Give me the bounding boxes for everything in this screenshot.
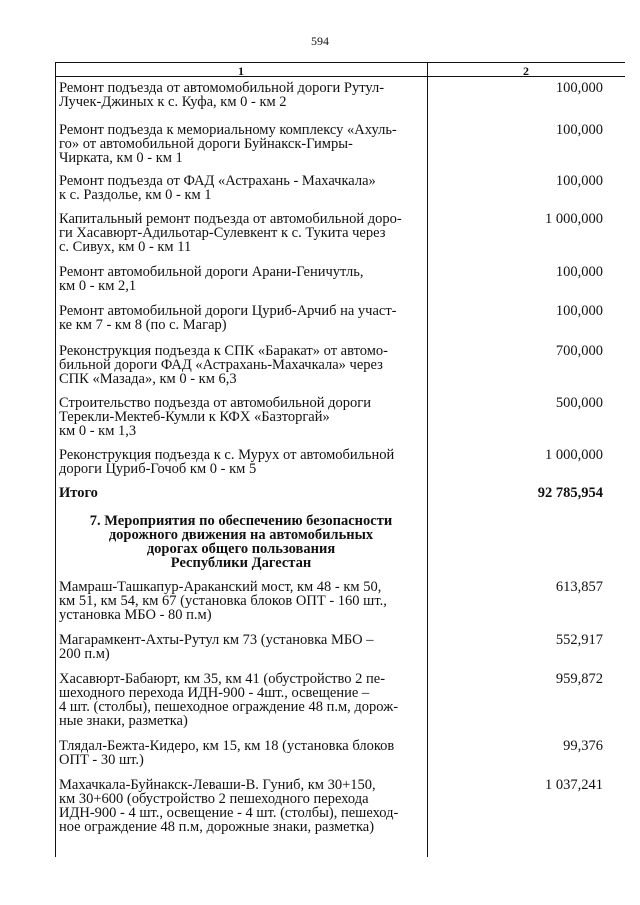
row-amount: 100,000	[555, 173, 603, 189]
row-amount: 613,857	[555, 579, 603, 595]
row-description: Тлядал-Бежта-Кидеро, км 15, км 18 (установка блоков ОПТ - 30 шт.)	[59, 738, 395, 768]
row-description: Ремонт автомобильной дороги Арани-Геничутль, км 0 - км 2,1	[59, 264, 364, 294]
row-amount: 100,000	[555, 80, 603, 96]
row-description: Магарамкент-Ахты-Рутул км 73 (установка МБО – 200 п.м)	[59, 632, 374, 662]
row-amount: 700,000	[555, 343, 603, 359]
row-description: Ремонт подъезда от автомомобильной дороги Рутул- Лучек-Джиных к с. Куфа, км 0 - км 2	[59, 80, 385, 110]
total-amount: 92 785,954	[537, 485, 603, 501]
page-number: 594	[311, 34, 329, 48]
row-amount: 100,000	[555, 303, 603, 319]
row-amount: 1 037,241	[545, 777, 603, 793]
column-divider	[427, 62, 428, 857]
row-description: Ремонт подъезда к мемориальному комплексу «Ахуль- го» от автомобильной дороги Буйнакск-Гимры- Чирката, км 0 - км 1	[59, 122, 397, 166]
row-description: Строительство подъезда от автомобильной дороги Терекли-Мектеб-Кумли к КФХ «Базторгай» км 0 - км 1,3	[59, 395, 371, 439]
row-description: Ремонт подъезда от ФАД «Астрахань - Махачкала» к с. Раздолье, км 0 - км 1	[59, 173, 376, 203]
column-header-1: 1	[238, 64, 244, 78]
row-amount: 552,917	[555, 632, 603, 648]
row-description: Реконструкция подъезда к с. Мурух от автомобильной дороги Цуриб-Гочоб км 0 - км 5	[59, 447, 395, 477]
row-amount: 500,000	[555, 395, 603, 411]
row-description: Хасавюрт-Бабаюрт, км 35, км 41 (обустройство 2 пе- шеходного перехода ИДН-900 - 4шт., освещение – 4 шт. (столбы), пешеходное ограждение 48 п.м, дорож- ные знаки, разметка)	[59, 671, 399, 729]
total-label: Итого	[59, 485, 98, 501]
row-description: Мамраш-Ташкапур-Араканский мост, км 48 - км 50, км 51, км 54, км 67 (установка блоков ОПТ - 160 шт., установка МБО - 80 п.м)	[59, 579, 387, 623]
row-description: Реконструкция подъезда к СПК «Баракат» от автомо- бильной дороги ФАД «Астрахань-Махачкала» через СПК «Мазада», км 0 - км 6,3	[59, 343, 388, 387]
row-description: Ремонт автомобильной дороги Цуриб-Арчиб на участ- ке км 7 - км 8 (по с. Магар)	[59, 303, 397, 333]
table-top-rule	[55, 62, 625, 63]
row-amount: 959,872	[555, 671, 603, 687]
budget-table	[55, 62, 625, 857]
row-description: Капитальный ремонт подъезда от автомобильной доро- ги Хасавюрт-Адильотар-Сулевкент к с. Тукита через с. Сивух, км 0 - км 11	[59, 211, 402, 255]
row-amount: 1 000,000	[545, 447, 603, 463]
row-amount: 99,376	[563, 738, 603, 754]
row-description: Махачкала-Буйнакск-Леваши-В. Гуниб, км 30+150, км 30+600 (обустройство 2 пешеходного перехода ИДН-900 - 4 шт., освещение - 4 шт. (столбы), пешеход- ное ограждение 48 п.м, дорожные знаки, разметка)	[59, 777, 399, 835]
column-header-2: 2	[523, 64, 529, 78]
table-left-rule	[55, 62, 56, 857]
row-amount: 100,000	[555, 264, 603, 280]
row-amount: 100,000	[555, 122, 603, 138]
section-heading: 7. Мероприятия по обеспечению безопасности дорожного движения на автомобильных дорогах общего пользования Республики Дагестан	[89, 513, 393, 571]
row-amount: 1 000,000	[545, 211, 603, 227]
